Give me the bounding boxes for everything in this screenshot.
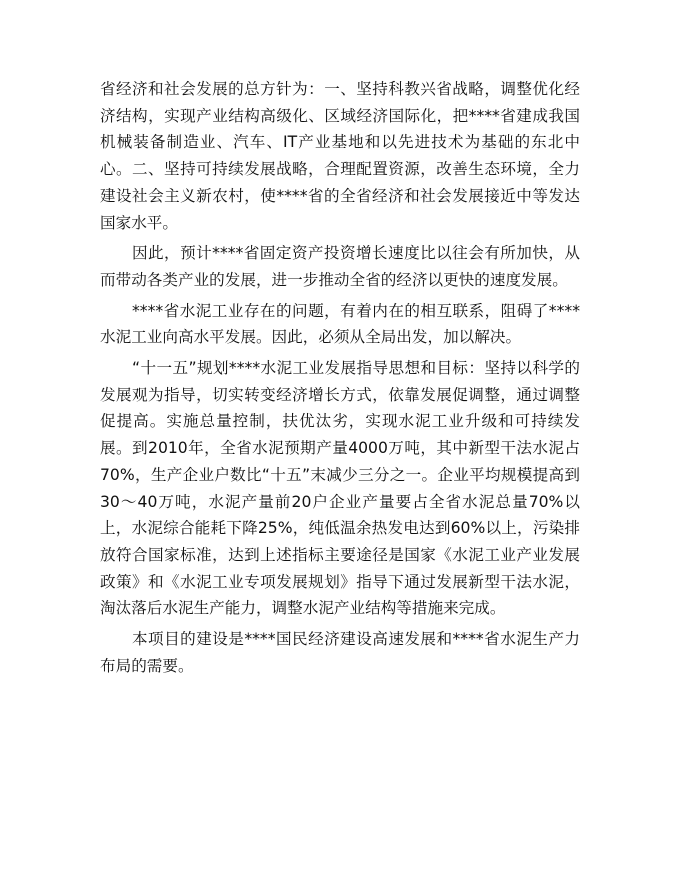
paragraph: 本项目的建设是****国民经济建设高速发展和****省水泥生产力布局的需要。 — [100, 630, 580, 675]
paragraph: ****省水泥工业存在的问题，有着内在的相互联系，阻碍了****水泥工业向高水平发展。因此，必须从全局出发，加以解决。 — [100, 301, 580, 347]
paragraph: 因此，预计****省固定资产投资增长速度比以往会有所加快，从而带动各类产业的发展，进一步推动全省的经济以更快的速度发展。 — [100, 244, 580, 289]
document-body — [100, 76, 580, 683]
paragraph-continuation: 省经济和社会发展的总方针为：一、坚持科教兴省战略，调整优化经济结构，实现产业结构高级化、区域经济国际化，把****省建成我国机械装备制造业、汽车、IT产业基地和以先进技术为基础的东北中心。二、坚持可持续发展战略，合理配置资源，改善生态环境，全力建设社会主义新农村，使****省的全省经济和社会发展接近中等发达国家水平。 — [100, 80, 580, 232]
paragraph: “十一五”规划****水泥工业发展指导思想和目标：坚持以科学的发展观为指导，切实转变经济增长方式，依靠发展促调整，通过调整促提高。实施总量控制，扶优汰劣，实现水泥工业升级和可持续发展。到2010年，全省水泥预期产量4000万吨，其中新型干法水泥占70%，生产企业户数比“十五”末减少三分之一。企业平均规模提高到30～40万吨，水泥产量前20户企业产量要占全省水泥总量70%以上，水泥综合能耗下降25%，纯低温余热发电达到60%以上，污染排放符合国家标准，达到上述指标主要途径是国家《水泥工业产业发展政策》和《水泥工业专项发展规划》指导下通过发展新型干法水泥，淘汰落后水泥生产能力，调整水泥产业结构等措施来完成。 — [100, 359, 580, 618]
